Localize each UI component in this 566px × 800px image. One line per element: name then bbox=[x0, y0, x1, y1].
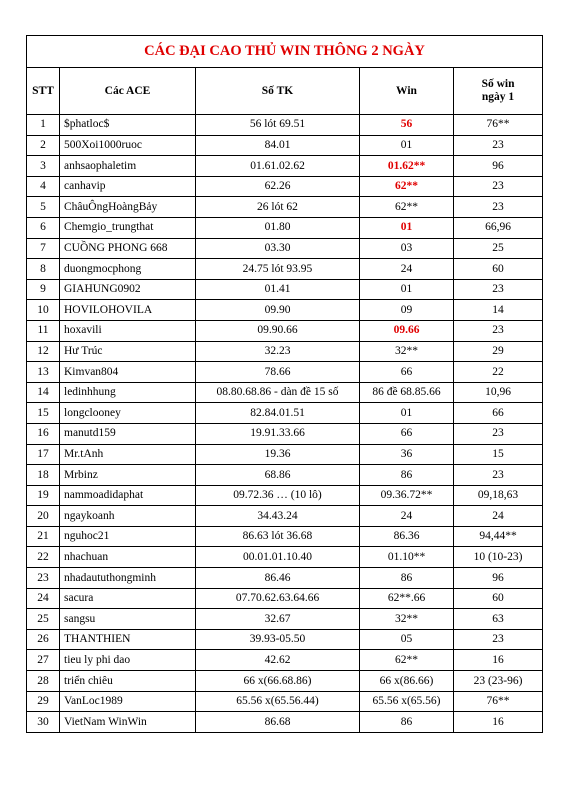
cell-stt: 16 bbox=[27, 423, 60, 444]
cell-so-win-ngay-1: 23 (23-96) bbox=[454, 671, 543, 692]
cell-so-win-ngay-1: 23 bbox=[454, 320, 543, 341]
cell-so-tk: 01.41 bbox=[196, 279, 360, 300]
cell-stt: 23 bbox=[27, 568, 60, 589]
cell-so-win-ngay-1: 60 bbox=[454, 588, 543, 609]
table-row bbox=[27, 691, 543, 712]
table-row bbox=[27, 259, 543, 280]
cell-win: 56 bbox=[360, 115, 454, 136]
table-row bbox=[27, 279, 543, 300]
table-body bbox=[27, 115, 543, 733]
table-row bbox=[27, 712, 543, 733]
table-row bbox=[27, 650, 543, 671]
cell-so-win-ngay-1: 60 bbox=[454, 259, 543, 280]
table-row bbox=[27, 444, 543, 465]
cell-so-win-ngay-1: 16 bbox=[454, 712, 543, 733]
cell-ace: ledinhhung bbox=[60, 382, 196, 403]
cell-stt: 18 bbox=[27, 465, 60, 486]
table-row bbox=[27, 217, 543, 238]
table-row bbox=[27, 156, 543, 177]
cell-so-win-ngay-1: 94,44** bbox=[454, 526, 543, 547]
table-row bbox=[27, 671, 543, 692]
cell-so-tk: 66 x(66.68.86) bbox=[196, 671, 360, 692]
cell-stt: 8 bbox=[27, 259, 60, 280]
cell-stt: 11 bbox=[27, 320, 60, 341]
cell-stt: 30 bbox=[27, 712, 60, 733]
cell-so-tk: 82.84.01.51 bbox=[196, 403, 360, 424]
cell-ace: duongmocphong bbox=[60, 259, 196, 280]
cell-stt: 15 bbox=[27, 403, 60, 424]
cell-win: 01 bbox=[360, 279, 454, 300]
cell-win: 01 bbox=[360, 135, 454, 156]
cell-so-tk: 19.36 bbox=[196, 444, 360, 465]
table-row bbox=[27, 341, 543, 362]
table-row bbox=[27, 135, 543, 156]
cell-so-win-ngay-1: 23 bbox=[454, 423, 543, 444]
cell-so-win-ngay-1: 09,18,63 bbox=[454, 485, 543, 506]
cell-stt: 1 bbox=[27, 115, 60, 136]
cell-so-win-ngay-1: 23 bbox=[454, 629, 543, 650]
cell-stt: 20 bbox=[27, 506, 60, 527]
cell-so-win-ngay-1: 23 bbox=[454, 279, 543, 300]
table-row bbox=[27, 485, 543, 506]
cell-ace: ngaykoanh bbox=[60, 506, 196, 527]
table-row bbox=[27, 547, 543, 568]
cell-win: 62** bbox=[360, 197, 454, 218]
cell-win: 03 bbox=[360, 238, 454, 259]
cell-so-win-ngay-1: 66,96 bbox=[454, 217, 543, 238]
cell-so-tk: 08.80.68.86 - dàn đề 15 số bbox=[196, 382, 360, 403]
cell-so-win-ngay-1: 96 bbox=[454, 568, 543, 589]
cell-stt: 21 bbox=[27, 526, 60, 547]
table-row bbox=[27, 629, 543, 650]
cell-ace: longclooney bbox=[60, 403, 196, 424]
cell-stt: 26 bbox=[27, 629, 60, 650]
cell-so-tk: 65.56 x(65.56.44) bbox=[196, 691, 360, 712]
cell-stt: 24 bbox=[27, 588, 60, 609]
cell-so-tk: 09.90.66 bbox=[196, 320, 360, 341]
cell-so-win-ngay-1: 15 bbox=[454, 444, 543, 465]
cell-stt: 3 bbox=[27, 156, 60, 177]
cell-ace: nammoadidaphat bbox=[60, 485, 196, 506]
header-stt: STT bbox=[27, 68, 60, 115]
header-win: Win bbox=[360, 68, 454, 115]
cell-ace: ChâuÔngHoàngBảy bbox=[60, 197, 196, 218]
cell-so-win-ngay-1: 16 bbox=[454, 650, 543, 671]
header-so-win-line2: ngày 1 bbox=[481, 91, 515, 103]
cell-win: 32** bbox=[360, 341, 454, 362]
cell-so-win-ngay-1: 96 bbox=[454, 156, 543, 177]
cell-win: 86 bbox=[360, 712, 454, 733]
cell-stt: 14 bbox=[27, 382, 60, 403]
cell-so-win-ngay-1: 14 bbox=[454, 300, 543, 321]
header-so-tk: Số TK bbox=[196, 68, 360, 115]
cell-so-win-ngay-1: 25 bbox=[454, 238, 543, 259]
table-row bbox=[27, 588, 543, 609]
cell-win: 66 x(86.66) bbox=[360, 671, 454, 692]
cell-so-tk: 84.01 bbox=[196, 135, 360, 156]
cell-stt: 4 bbox=[27, 176, 60, 197]
cell-ace: triển chiêu bbox=[60, 671, 196, 692]
cell-ace: Chemgio_trungthat bbox=[60, 217, 196, 238]
cell-so-win-ngay-1: 10 (10-23) bbox=[454, 547, 543, 568]
table-row bbox=[27, 465, 543, 486]
cell-so-tk: 62.26 bbox=[196, 176, 360, 197]
cell-win: 65.56 x(65.56) bbox=[360, 691, 454, 712]
cell-ace: Kimvan804 bbox=[60, 362, 196, 383]
cell-win: 05 bbox=[360, 629, 454, 650]
cell-so-tk: 00.01.01.10.40 bbox=[196, 547, 360, 568]
winners-table bbox=[26, 35, 543, 733]
cell-so-tk: 56 lót 69.51 bbox=[196, 115, 360, 136]
cell-so-win-ngay-1: 24 bbox=[454, 506, 543, 527]
header-so-win-line1: Số win bbox=[481, 78, 515, 91]
cell-so-tk: 32.23 bbox=[196, 341, 360, 362]
cell-ace: tieu ly phi dao bbox=[60, 650, 196, 671]
cell-so-tk: 24.75 lót 93.95 bbox=[196, 259, 360, 280]
cell-win: 09.66 bbox=[360, 320, 454, 341]
cell-so-win-ngay-1: 63 bbox=[454, 609, 543, 630]
cell-win: 01.10** bbox=[360, 547, 454, 568]
cell-so-tk: 03.30 bbox=[196, 238, 360, 259]
cell-so-win-ngay-1: 23 bbox=[454, 465, 543, 486]
cell-win: 24 bbox=[360, 506, 454, 527]
cell-so-win-ngay-1: 23 bbox=[454, 176, 543, 197]
cell-so-tk: 86.46 bbox=[196, 568, 360, 589]
table-row bbox=[27, 403, 543, 424]
table-row bbox=[27, 115, 543, 136]
cell-stt: 25 bbox=[27, 609, 60, 630]
cell-stt: 7 bbox=[27, 238, 60, 259]
cell-so-tk: 26 lót 62 bbox=[196, 197, 360, 218]
cell-so-win-ngay-1: 22 bbox=[454, 362, 543, 383]
cell-stt: 2 bbox=[27, 135, 60, 156]
cell-stt: 22 bbox=[27, 547, 60, 568]
cell-win: 62**.66 bbox=[360, 588, 454, 609]
cell-ace: HOVILOHOVILA bbox=[60, 300, 196, 321]
cell-so-win-ngay-1: 23 bbox=[454, 135, 543, 156]
cell-ace: anhsaophaletim bbox=[60, 156, 196, 177]
cell-ace: CUỒNG PHONG 668 bbox=[60, 238, 196, 259]
cell-so-tk: 32.67 bbox=[196, 609, 360, 630]
cell-stt: 17 bbox=[27, 444, 60, 465]
cell-so-win-ngay-1: 76** bbox=[454, 691, 543, 712]
cell-stt: 5 bbox=[27, 197, 60, 218]
table-row bbox=[27, 300, 543, 321]
cell-stt: 28 bbox=[27, 671, 60, 692]
cell-ace: VietNam WinWin bbox=[60, 712, 196, 733]
cell-ace: sangsu bbox=[60, 609, 196, 630]
cell-win: 86 đề 68.85.66 bbox=[360, 382, 454, 403]
cell-ace: manutd159 bbox=[60, 423, 196, 444]
cell-ace: sacura bbox=[60, 588, 196, 609]
cell-win: 01 bbox=[360, 217, 454, 238]
table-title: CÁC ĐẠI CAO THỦ WIN THÔNG 2 NGÀY bbox=[27, 36, 543, 68]
cell-ace: nhadaututhongminh bbox=[60, 568, 196, 589]
cell-so-win-ngay-1: 66 bbox=[454, 403, 543, 424]
table-row bbox=[27, 609, 543, 630]
table-row bbox=[27, 423, 543, 444]
cell-stt: 29 bbox=[27, 691, 60, 712]
cell-so-tk: 42.62 bbox=[196, 650, 360, 671]
cell-ace: Mr.tAnh bbox=[60, 444, 196, 465]
cell-stt: 9 bbox=[27, 279, 60, 300]
cell-win: 24 bbox=[360, 259, 454, 280]
cell-ace: VanLoc1989 bbox=[60, 691, 196, 712]
cell-ace: Mrbinz bbox=[60, 465, 196, 486]
cell-so-tk: 09.72.36 … (10 lô) bbox=[196, 485, 360, 506]
cell-so-tk: 09.90 bbox=[196, 300, 360, 321]
cell-so-tk: 01.61.02.62 bbox=[196, 156, 360, 177]
cell-win: 86 bbox=[360, 568, 454, 589]
cell-ace: THANTHIEN bbox=[60, 629, 196, 650]
cell-win: 66 bbox=[360, 423, 454, 444]
table-row bbox=[27, 197, 543, 218]
cell-stt: 12 bbox=[27, 341, 60, 362]
cell-so-tk: 78.66 bbox=[196, 362, 360, 383]
cell-ace: Hư Trúc bbox=[60, 341, 196, 362]
cell-ace: nhachuan bbox=[60, 547, 196, 568]
cell-win: 86.36 bbox=[360, 526, 454, 547]
document-page bbox=[26, 35, 542, 733]
cell-win: 36 bbox=[360, 444, 454, 465]
table-row bbox=[27, 526, 543, 547]
cell-stt: 10 bbox=[27, 300, 60, 321]
table-row bbox=[27, 382, 543, 403]
table-row bbox=[27, 362, 543, 383]
cell-stt: 6 bbox=[27, 217, 60, 238]
table-row bbox=[27, 568, 543, 589]
cell-win: 01.62** bbox=[360, 156, 454, 177]
cell-stt: 27 bbox=[27, 650, 60, 671]
cell-ace: GIAHUNG0902 bbox=[60, 279, 196, 300]
cell-win: 86 bbox=[360, 465, 454, 486]
header-row bbox=[27, 68, 543, 115]
cell-so-win-ngay-1: 23 bbox=[454, 197, 543, 218]
cell-so-tk: 01.80 bbox=[196, 217, 360, 238]
cell-so-win-ngay-1: 76** bbox=[454, 115, 543, 136]
cell-so-win-ngay-1: 29 bbox=[454, 341, 543, 362]
cell-stt: 13 bbox=[27, 362, 60, 383]
cell-so-tk: 68.86 bbox=[196, 465, 360, 486]
header-ace: Các ACE bbox=[60, 68, 196, 115]
cell-so-tk: 34.43.24 bbox=[196, 506, 360, 527]
cell-ace: $phatloc$ bbox=[60, 115, 196, 136]
cell-win: 01 bbox=[360, 403, 454, 424]
cell-so-win-ngay-1: 10,96 bbox=[454, 382, 543, 403]
table-row bbox=[27, 320, 543, 341]
cell-win: 09 bbox=[360, 300, 454, 321]
cell-stt: 19 bbox=[27, 485, 60, 506]
cell-ace: hoxavili bbox=[60, 320, 196, 341]
cell-ace: canhavip bbox=[60, 176, 196, 197]
cell-ace: 500Xoi1000ruoc bbox=[60, 135, 196, 156]
cell-win: 62** bbox=[360, 176, 454, 197]
cell-so-tk: 86.63 lót 36.68 bbox=[196, 526, 360, 547]
cell-win: 32** bbox=[360, 609, 454, 630]
cell-so-tk: 86.68 bbox=[196, 712, 360, 733]
title-row bbox=[27, 36, 543, 68]
table-row bbox=[27, 238, 543, 259]
cell-win: 66 bbox=[360, 362, 454, 383]
cell-win: 09.36.72** bbox=[360, 485, 454, 506]
cell-so-tk: 19.91.33.66 bbox=[196, 423, 360, 444]
table-row bbox=[27, 506, 543, 527]
header-so-win-ngay-1 bbox=[454, 68, 543, 115]
cell-ace: nguhoc21 bbox=[60, 526, 196, 547]
table-row bbox=[27, 176, 543, 197]
cell-win: 62** bbox=[360, 650, 454, 671]
cell-so-tk: 07.70.62.63.64.66 bbox=[196, 588, 360, 609]
cell-so-tk: 39.93-05.50 bbox=[196, 629, 360, 650]
